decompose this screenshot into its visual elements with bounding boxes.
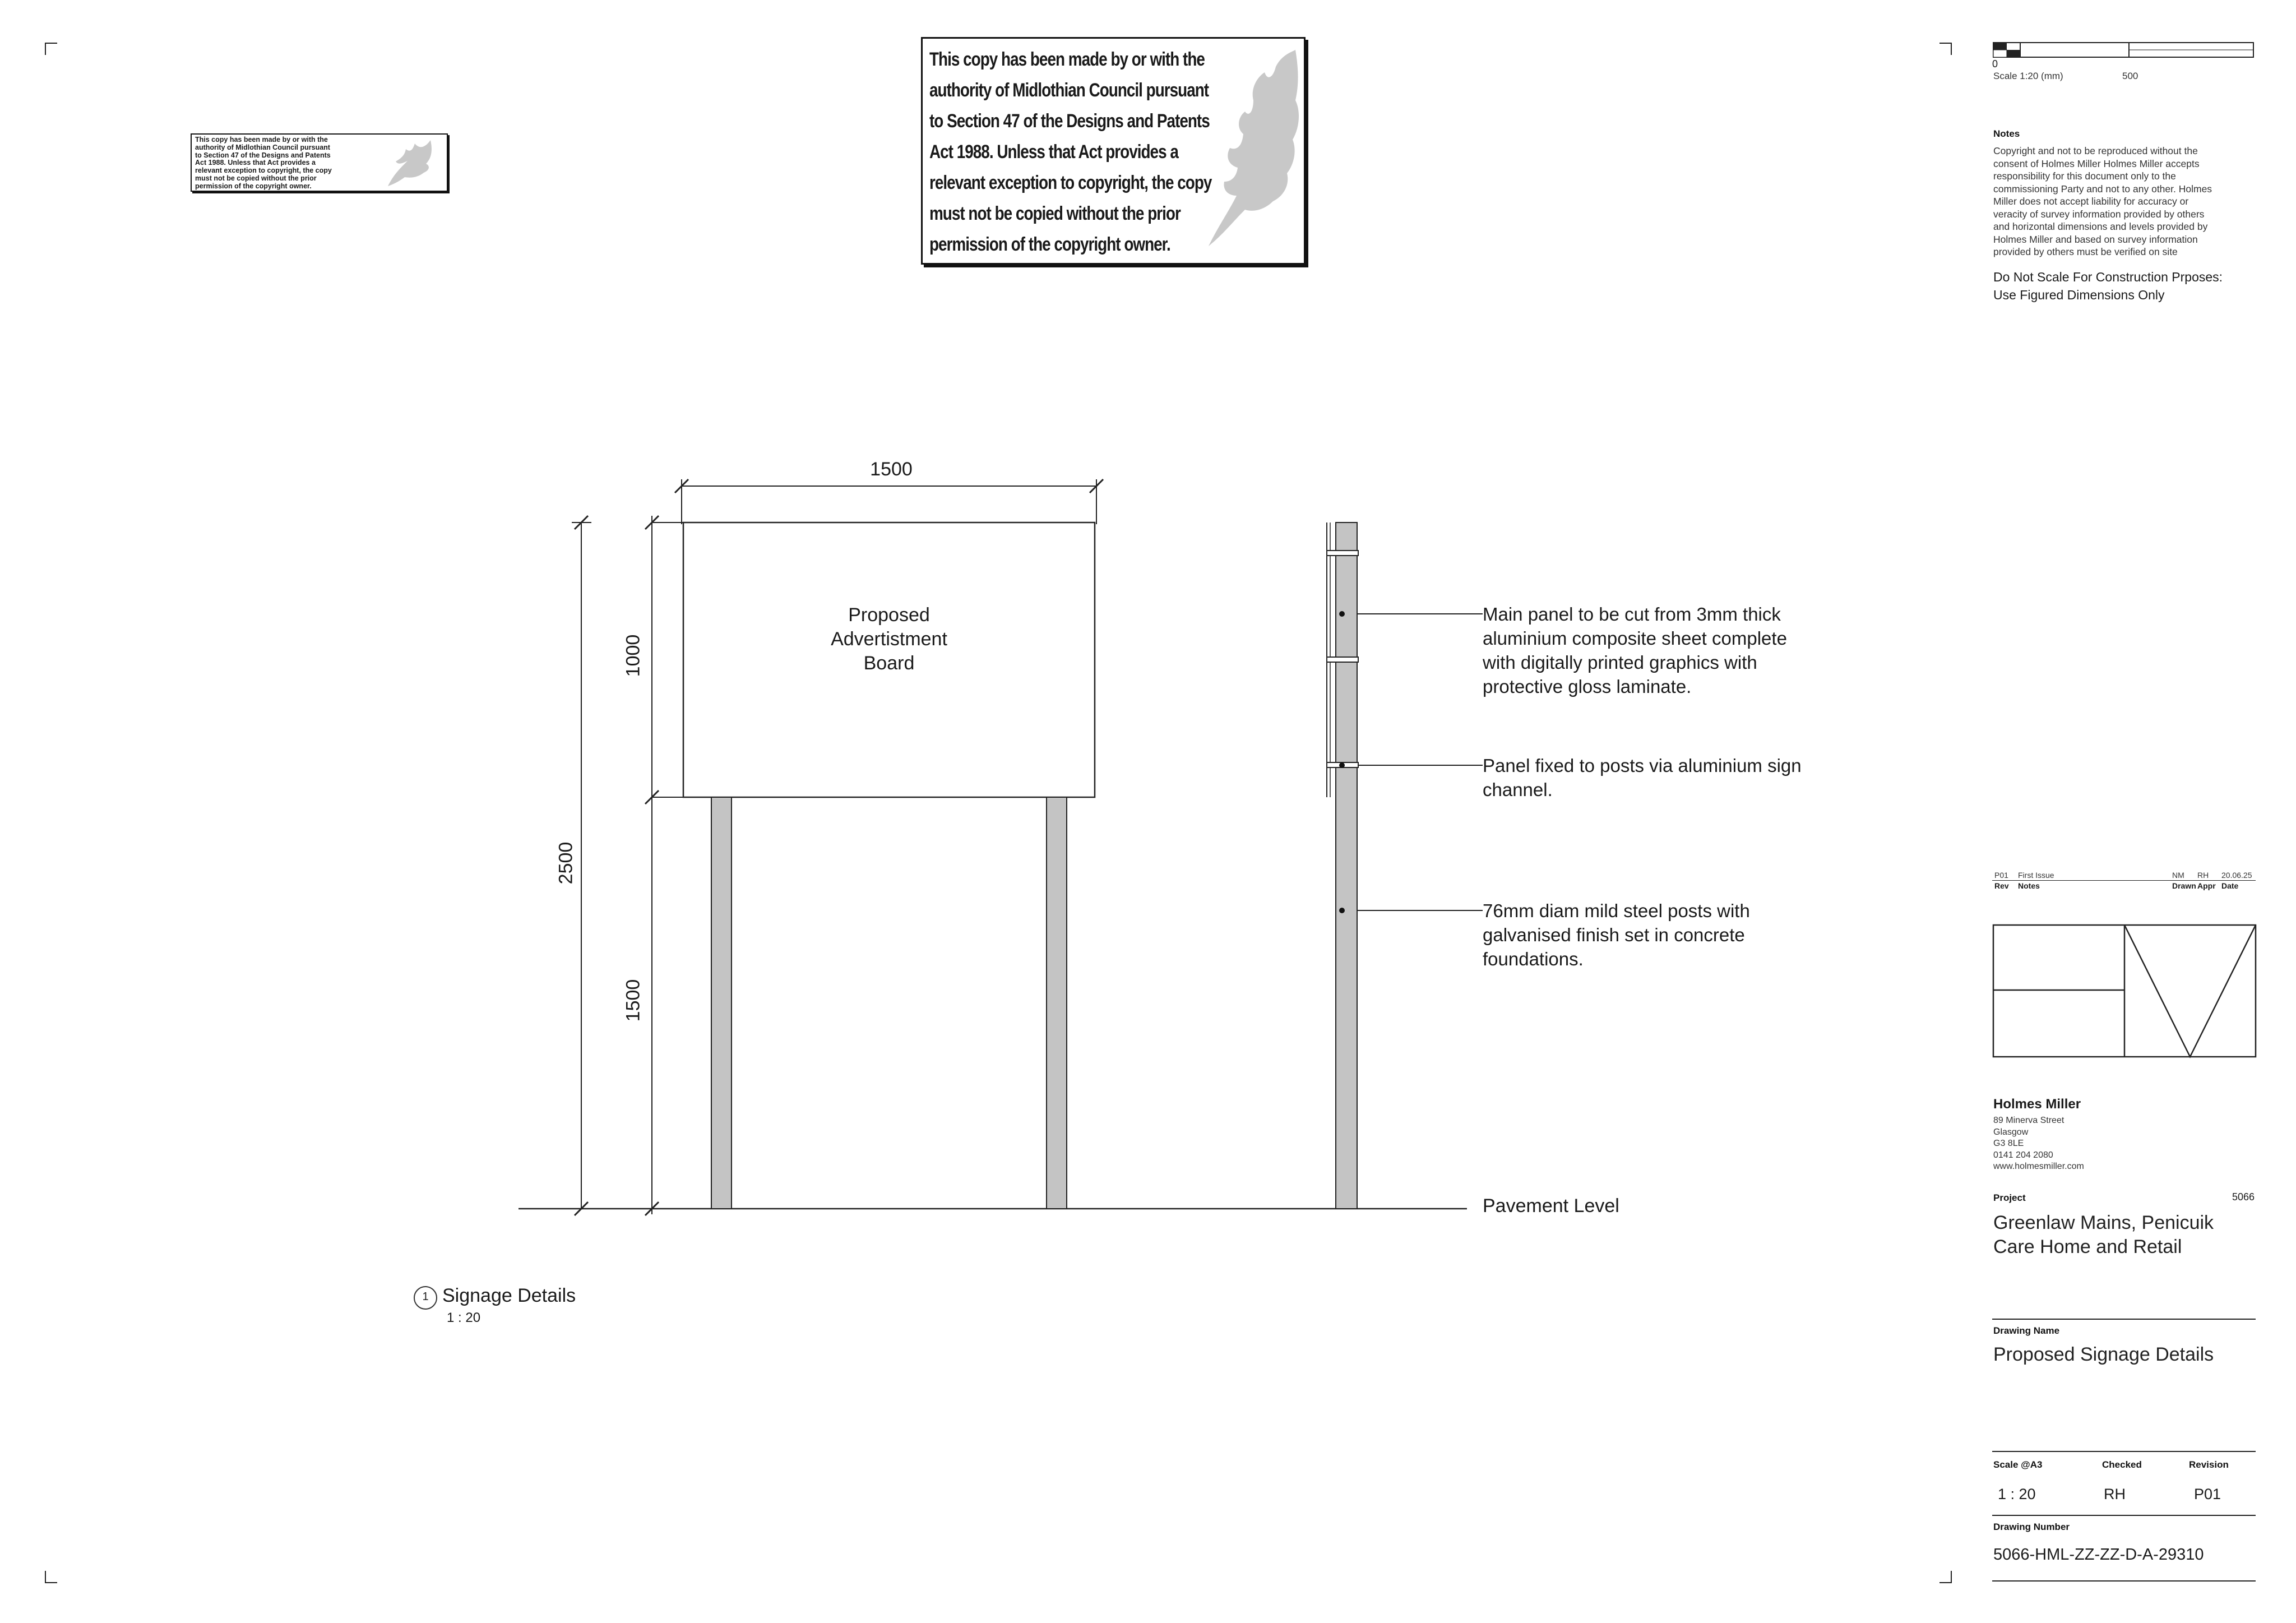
panel-label: Proposed Advertistment Board bbox=[831, 604, 947, 674]
checked-label: Checked bbox=[2102, 1459, 2142, 1470]
revision-row-date: 20.06.25 bbox=[2221, 871, 2252, 880]
revision-rule bbox=[1992, 880, 2256, 881]
notes-body: Copyright and not to be reproduced without the consent of Holmes Miller Holmes Miller accepts responsibility for this document only to the commissioning Party and not to any other. Holmes Miller does not accept liability for accuracy or veracity of survey information provided by others and horizontal dimensions and levels provided by Holmes Miller and based on survey information provided by others must be verified on site bbox=[1993, 145, 2212, 257]
leader-dot-posts bbox=[1339, 908, 1345, 913]
view-title: Signage Details bbox=[442, 1285, 576, 1306]
view-number: 1 bbox=[422, 1291, 429, 1303]
annotation-panel: Main panel to be cut from 3mm thick aluminium composite sheet complete with digitally printed graphics with protective gloss laminate. bbox=[1483, 604, 1787, 697]
annotation-posts: 76mm diam mild steel posts with galvanised finish set in concrete foundations. bbox=[1483, 900, 1750, 969]
drawing-name-label: Drawing Name bbox=[1993, 1325, 2060, 1336]
revision-header-appr: Appr bbox=[2197, 881, 2216, 890]
drawing-number-label: Drawing Number bbox=[1993, 1522, 2070, 1532]
meta-rule bbox=[1992, 1451, 2256, 1452]
project-label: Project bbox=[1993, 1192, 2026, 1203]
notes-warning: Do Not Scale For Construction Prposes: Use Figured Dimensions Only bbox=[1993, 270, 2223, 302]
scale-label: Scale @A3 bbox=[1993, 1459, 2043, 1470]
scale-bar bbox=[1992, 40, 2256, 61]
front-post-right bbox=[1047, 797, 1067, 1209]
revision-row-rev: P01 bbox=[1994, 871, 2008, 880]
revision-header-rev: Rev bbox=[1994, 881, 2009, 890]
dim-total-height-text: 2500 bbox=[555, 841, 577, 885]
copyright-stamp-large-text: This copy has been made by or with the authority of Midlothian Council pursuant to Section 47 of the Designs and Patents Act 1988. Unless that Act provides a relevant exception to copyright, the copy must not be copied without the prior permission of the copyright owner. bbox=[929, 49, 1212, 255]
revision-row-drawn: NM bbox=[2172, 871, 2184, 880]
checked-value: RH bbox=[2104, 1486, 2126, 1502]
notes-heading: Notes bbox=[1993, 128, 2020, 139]
copyright-stamp-small-text: This copy has been made by or with the authority of Midlothian Council pursuant to Section 47 of the Designs and Patents Act 1988. Unless that Act provides a relevant exception to copyright, the copy must not be copied without the prior permission of the copyright owner. bbox=[195, 136, 332, 190]
dim-width-text: 1500 bbox=[870, 459, 913, 480]
side-bracket-mid-fill bbox=[1327, 657, 1358, 662]
revision-label: Revision bbox=[2189, 1459, 2229, 1470]
revision-row-appr: RH bbox=[2197, 871, 2209, 880]
side-post bbox=[1336, 522, 1357, 1209]
drawing-name-value: Proposed Signage Details bbox=[1993, 1344, 2214, 1365]
project-name: Greenlaw Mains, Penicuik Care Home and Retail bbox=[1993, 1212, 2214, 1257]
leader-dot-channel bbox=[1339, 762, 1345, 768]
dim-post-height-text: 1500 bbox=[622, 979, 644, 1022]
scale-bar-zero: 0 bbox=[1992, 58, 1998, 70]
bottom-rule bbox=[1992, 1580, 2256, 1582]
scale-bar-max: 500 bbox=[2122, 71, 2138, 81]
drawing-number-rule bbox=[1992, 1515, 2256, 1516]
front-post-left bbox=[711, 797, 732, 1209]
dim-panel-height-text: 1000 bbox=[622, 634, 644, 677]
annotation-channel: Panel fixed to posts via aluminium sign channel. bbox=[1483, 755, 1802, 800]
scale-value: 1 : 20 bbox=[1998, 1486, 2036, 1502]
view-scale: 1 : 20 bbox=[447, 1310, 481, 1325]
revision-header-date: Date bbox=[2221, 881, 2239, 890]
project-number: 5066 bbox=[2232, 1191, 2255, 1203]
revision-value: P01 bbox=[2194, 1486, 2221, 1502]
company-address: 89 Minerva Street Glasgow G3 8LE 0141 204 2080 www.holmesmiller.com bbox=[1993, 1116, 2084, 1171]
pavement-level-label: Pavement Level bbox=[1483, 1195, 1619, 1217]
leader-dot-panel bbox=[1339, 611, 1345, 617]
company-name: Holmes Miller bbox=[1993, 1097, 2081, 1112]
drawing-name-rule bbox=[1992, 1319, 2256, 1320]
revision-header-drawn: Drawn bbox=[2172, 881, 2196, 890]
revision-header-notes: Notes bbox=[2018, 881, 2040, 890]
holmes-miller-logo bbox=[1992, 924, 2257, 1058]
scale-bar-label: Scale 1:20 (mm) bbox=[1993, 71, 2063, 81]
revision-row-notes: First Issue bbox=[2018, 871, 2054, 880]
drawing-number-value: 5066-HML-ZZ-ZZ-D-A-29310 bbox=[1993, 1546, 2204, 1564]
side-bracket-top-fill bbox=[1327, 551, 1358, 556]
